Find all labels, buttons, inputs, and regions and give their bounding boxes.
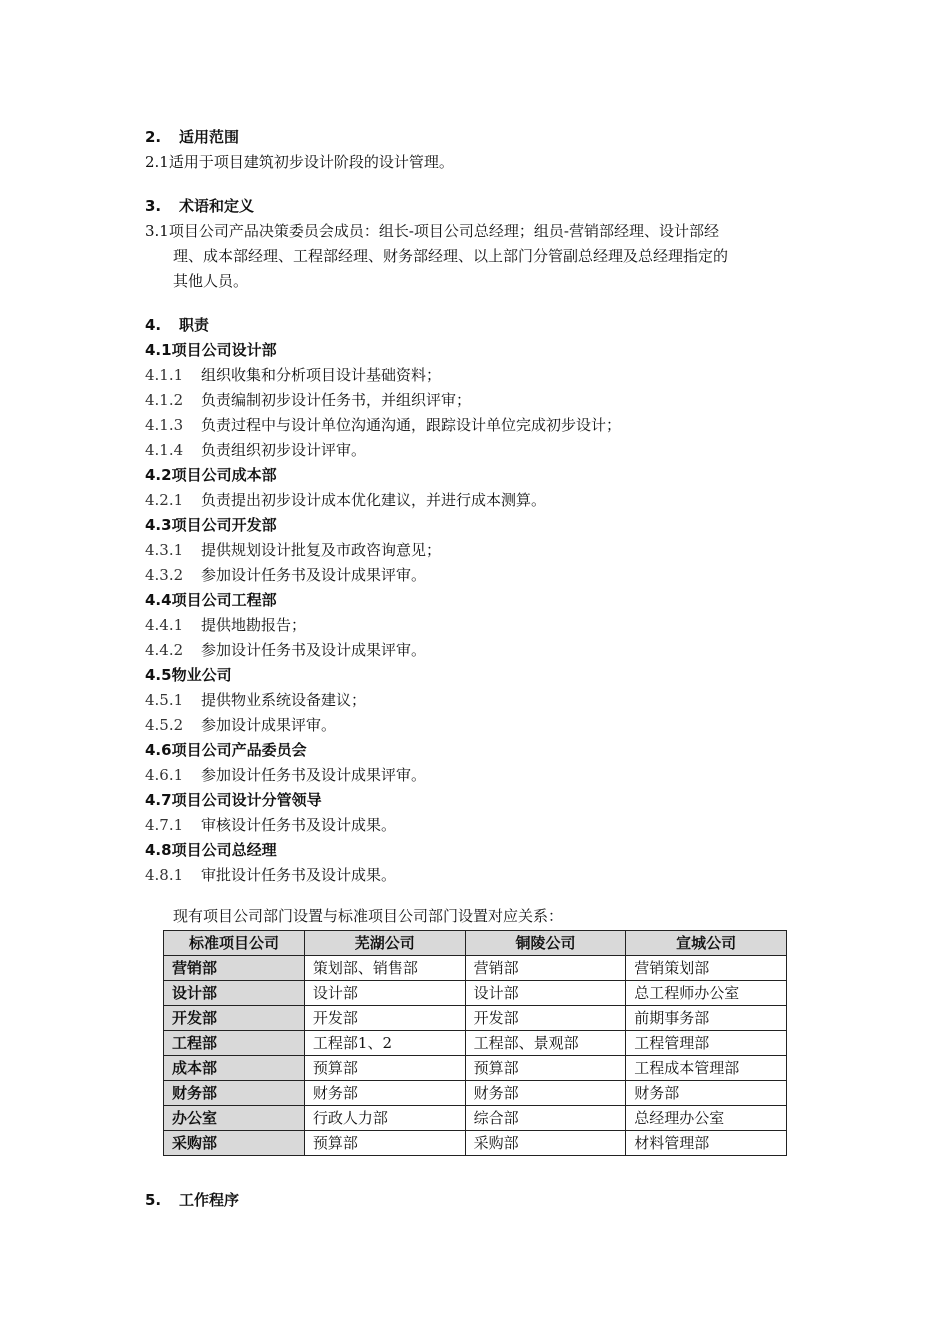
item-text: 提供地勘报告；: [201, 616, 307, 634]
table-row: [164, 956, 787, 981]
table-cell: 总工程师办公室: [626, 981, 787, 1006]
table-row: [164, 1031, 787, 1056]
table-intro: 现有项目公司部门设置与标准项目公司部门设置对应关系：: [173, 907, 564, 925]
item-text: 审核设计任务书及设计成果。: [201, 816, 397, 834]
section-number: 4.: [145, 316, 162, 334]
table-cell: 策划部、销售部: [304, 956, 465, 981]
item-text: 参加设计任务书及设计成果评审。: [201, 766, 427, 784]
item-number: 4.1.4: [145, 441, 184, 459]
item-number: 4.1.1: [145, 366, 184, 384]
table-cell: 工程部、景观部: [465, 1031, 626, 1056]
table-cell: 前期事务部: [626, 1006, 787, 1031]
table-cell: 行政人力部: [304, 1106, 465, 1131]
list-item: [145, 815, 396, 835]
table-cell: 预算部: [304, 1056, 465, 1081]
list-item: [145, 490, 546, 510]
row-header-cell: 采购部: [164, 1131, 305, 1156]
item-text: 提供规划设计批复及市政咨询意见；: [201, 541, 442, 559]
subsection-title: 4.2项目公司成本部: [145, 466, 277, 484]
column-header: 宣城公司: [626, 931, 787, 956]
section-title: 工作程序: [179, 1191, 240, 1209]
table-row: [164, 981, 787, 1006]
section-3-paragraph-line: 3.1项目公司产品决策委员会成员：组长-项目公司总经理；组员-营销部经理、设计部经: [145, 222, 719, 240]
item-number: 4.4.2: [145, 641, 184, 659]
section-2-paragraph: 2.1适用于项目建筑初步设计阶段的设计管理。: [145, 153, 454, 171]
item-text: 参加设计任务书及设计成果评审。: [201, 566, 427, 584]
row-header-cell: 工程部: [164, 1031, 305, 1056]
section-3-heading: [145, 196, 254, 216]
list-item: [145, 565, 426, 585]
table-cell: 营销部: [465, 956, 626, 981]
section-4-heading: [145, 315, 209, 335]
section-3-paragraph-line: 其他人员。: [173, 272, 249, 290]
item-number: 4.1.2: [145, 391, 184, 409]
subsection-title: 4.5物业公司: [145, 666, 232, 684]
item-text: 组织收集和分析项目设计基础资料；: [201, 366, 442, 384]
row-header-cell: 办公室: [164, 1106, 305, 1131]
item-number: 4.2.1: [145, 491, 184, 509]
item-number: 4.3.1: [145, 541, 184, 559]
table-row: [164, 1106, 787, 1131]
item-number: 4.1.3: [145, 416, 184, 434]
table-cell: 财务部: [465, 1081, 626, 1106]
list-item: [145, 715, 336, 735]
table-cell: 设计部: [304, 981, 465, 1006]
item-text: 负责编制初步设计任务书，并组织评审；: [201, 391, 472, 409]
item-number: 4.6.1: [145, 766, 184, 784]
table-cell: 综合部: [465, 1106, 626, 1131]
table-cell: 财务部: [304, 1081, 465, 1106]
list-item: [145, 540, 441, 560]
subsection-title: 4.4项目公司工程部: [145, 591, 277, 609]
section-2-heading: [145, 127, 239, 147]
item-text: 负责过程中与设计单位沟通沟通，跟踪设计单位完成初步设计；: [201, 416, 622, 434]
item-text: 审批设计任务书及设计成果。: [201, 866, 397, 884]
table-cell: 预算部: [304, 1131, 465, 1156]
table-row: [164, 1081, 787, 1106]
table-row: [164, 1131, 787, 1156]
list-item: [145, 365, 441, 385]
section-number: 2.: [145, 128, 162, 146]
table-cell: 采购部: [465, 1131, 626, 1156]
section-number: 3.: [145, 197, 162, 215]
item-number: 4.3.2: [145, 566, 184, 584]
list-item: [145, 390, 471, 410]
item-text: 参加设计任务书及设计成果评审。: [201, 641, 427, 659]
list-item: [145, 415, 621, 435]
table-cell: 工程部1、2: [304, 1031, 465, 1056]
table-row: [164, 1056, 787, 1081]
section-3-paragraph-line: 理、成本部经理、工程部经理、财务部经理、以上部门分管副总经理及总经理指定的: [173, 247, 729, 265]
table-cell: 设计部: [465, 981, 626, 1006]
row-header-cell: 开发部: [164, 1006, 305, 1031]
table-cell: 工程管理部: [626, 1031, 787, 1056]
list-item: [145, 615, 306, 635]
item-text: 提供物业系统设备建议；: [201, 691, 367, 709]
item-text: 负责提出初步设计成本优化建议，并进行成本测算。: [201, 491, 547, 509]
item-number: 4.5.2: [145, 716, 184, 734]
department-mapping-table: [163, 930, 787, 1156]
item-number: 4.4.1: [145, 616, 184, 634]
section-title: 适用范围: [179, 128, 240, 146]
table-cell: 预算部: [465, 1056, 626, 1081]
table-cell: 材料管理部: [626, 1131, 787, 1156]
item-number: 4.8.1: [145, 866, 184, 884]
row-header-cell: 营销部: [164, 956, 305, 981]
table-cell: 工程成本管理部: [626, 1056, 787, 1081]
table-cell: 开发部: [304, 1006, 465, 1031]
list-item: [145, 765, 426, 785]
column-header: 芜湖公司: [304, 931, 465, 956]
table-row: [164, 1006, 787, 1031]
subsection-title: 4.8项目公司总经理: [145, 841, 277, 859]
table-cell: 总经理办公室: [626, 1106, 787, 1131]
column-header: 标准项目公司: [164, 931, 305, 956]
item-text: 参加设计成果评审。: [201, 716, 337, 734]
section-number: 5.: [145, 1191, 162, 1209]
list-item: [145, 640, 426, 660]
table-cell: 财务部: [626, 1081, 787, 1106]
list-item: [145, 690, 366, 710]
section-title: 术语和定义: [179, 197, 255, 215]
row-header-cell: 成本部: [164, 1056, 305, 1081]
section-5-heading: [145, 1190, 239, 1210]
table-cell: 开发部: [465, 1006, 626, 1031]
subsection-title: 4.3项目公司开发部: [145, 516, 277, 534]
row-header-cell: 财务部: [164, 1081, 305, 1106]
item-number: 4.5.1: [145, 691, 184, 709]
item-number: 4.7.1: [145, 816, 184, 834]
subsection-title: 4.1项目公司设计部: [145, 341, 277, 359]
column-header: 铜陵公司: [465, 931, 626, 956]
row-header-cell: 设计部: [164, 981, 305, 1006]
list-item: [145, 865, 396, 885]
table-cell: 营销策划部: [626, 956, 787, 981]
section-title: 职责: [179, 316, 210, 334]
subsection-title: 4.6项目公司产品委员会: [145, 741, 307, 759]
item-text: 负责组织初步设计评审。: [201, 441, 367, 459]
subsection-title: 4.7项目公司设计分管领导: [145, 791, 322, 809]
table-header-row: [164, 931, 787, 956]
list-item: [145, 440, 366, 460]
